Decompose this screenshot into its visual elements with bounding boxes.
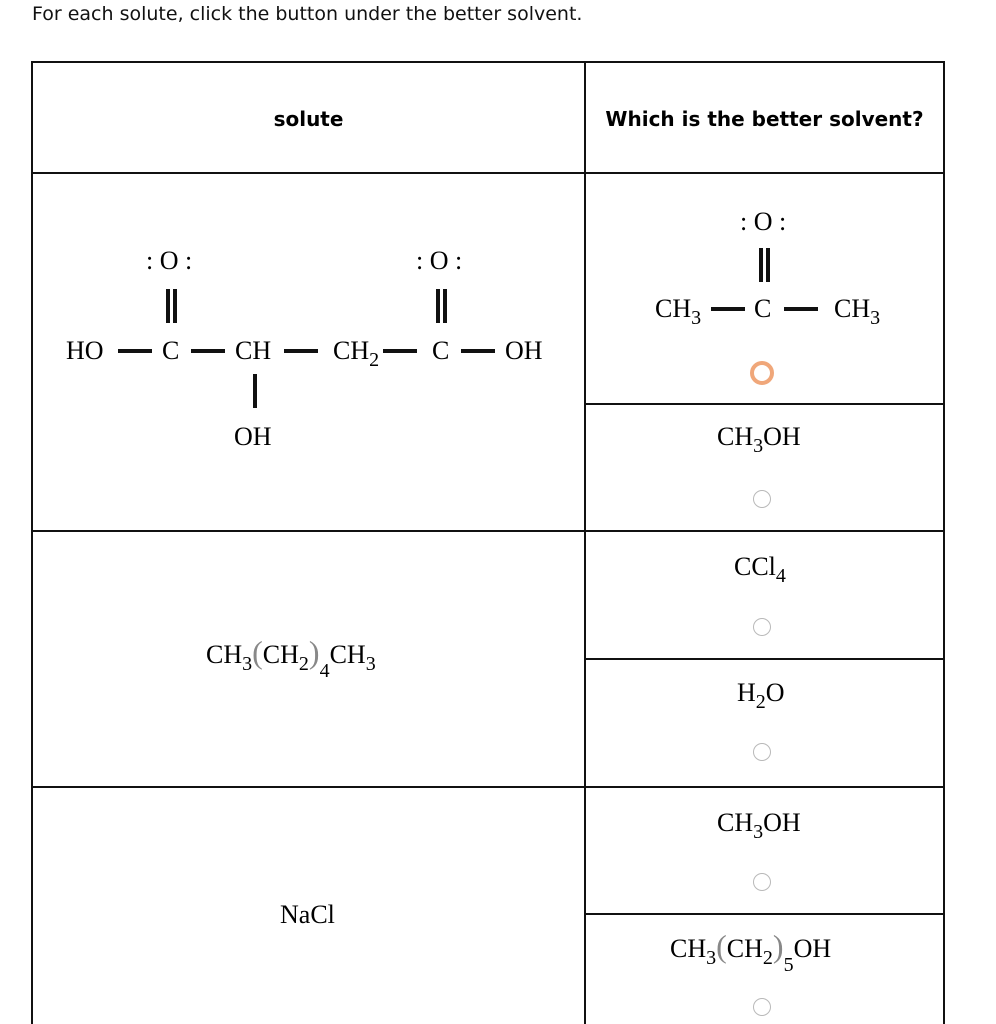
double-bond-right-b bbox=[443, 289, 447, 323]
hexane-open-paren: ( bbox=[252, 634, 263, 670]
atom-ch: CH bbox=[235, 336, 272, 365]
acetone-ch3-left bbox=[655, 294, 702, 329]
hexanol-s1: 3 bbox=[706, 947, 717, 969]
bond-ho-c bbox=[118, 349, 152, 353]
radio-row1-acetone[interactable] bbox=[750, 361, 774, 385]
hexanol-open-paren: ( bbox=[716, 928, 727, 964]
formula-main: H bbox=[737, 678, 756, 707]
acetone-double-bond-b bbox=[766, 248, 770, 282]
solute-hexane bbox=[206, 634, 376, 682]
row3-option-divider bbox=[584, 913, 945, 915]
table-border-right bbox=[943, 61, 945, 1024]
acetone-ch3-left-text: CH bbox=[655, 294, 692, 323]
solute-nacl: NaCl bbox=[280, 900, 335, 929]
hexane-s1: 3 bbox=[242, 653, 253, 675]
acetone-bond-left bbox=[711, 307, 745, 311]
instruction-text: For each solute, click the button under the better solvent. bbox=[32, 3, 583, 25]
row2-option-divider bbox=[584, 658, 945, 660]
atom-c1: C bbox=[162, 336, 180, 365]
formula-ccl4 bbox=[734, 552, 786, 587]
bond-ch-ch2 bbox=[284, 349, 318, 353]
formula-main: CH bbox=[717, 808, 754, 837]
formula-sub: 3 bbox=[753, 435, 764, 457]
hexane-p2: CH bbox=[262, 640, 299, 669]
atom-oh-right: OH bbox=[505, 336, 543, 365]
double-bond-left-b bbox=[173, 289, 177, 323]
row2-border bbox=[31, 786, 945, 788]
table-border-top bbox=[31, 61, 945, 63]
formula-methanol bbox=[717, 808, 801, 843]
carbonyl-oxygen-left: : O : bbox=[146, 246, 193, 275]
double-bond-right-a bbox=[436, 289, 440, 323]
double-bond-left-a bbox=[166, 289, 170, 323]
atom-oh-bottom: OH bbox=[234, 422, 272, 451]
bond-ch-oh bbox=[253, 374, 257, 408]
atom-ho: HO bbox=[66, 336, 104, 365]
acetone-bond-right bbox=[784, 307, 818, 311]
column-divider bbox=[584, 61, 586, 1024]
atom-ch2-sub: 2 bbox=[369, 349, 380, 371]
formula-hexanol bbox=[670, 928, 832, 976]
formula-tail: OH bbox=[763, 422, 801, 451]
bond-ch2-c bbox=[383, 349, 417, 353]
row1-border bbox=[31, 530, 945, 532]
acetone-double-bond-a bbox=[759, 248, 763, 282]
table-border-left bbox=[31, 61, 33, 1024]
hexanol-p2: CH bbox=[726, 934, 763, 963]
acetone-ch3-left-sub: 3 bbox=[691, 307, 702, 329]
hexanol-p3: OH bbox=[793, 934, 832, 963]
header-solvent: Which is the better solvent? bbox=[605, 107, 924, 131]
bond-c-ch bbox=[191, 349, 225, 353]
hexanol-s2: 2 bbox=[762, 947, 773, 969]
formula-main: CCl bbox=[734, 552, 776, 581]
hexane-p1: CH bbox=[206, 640, 243, 669]
radio-row1-methanol[interactable] bbox=[753, 490, 771, 508]
row1-option-divider bbox=[584, 403, 945, 405]
formula-tail: OH bbox=[763, 808, 801, 837]
formula-sub: 3 bbox=[753, 821, 764, 843]
hexane-close-paren: ) bbox=[308, 634, 320, 670]
header-row-border bbox=[31, 172, 945, 174]
atom-c2: C bbox=[432, 336, 450, 365]
radio-row3-methanol[interactable] bbox=[753, 873, 771, 891]
formula-sub: 2 bbox=[755, 691, 766, 713]
atom-ch2-text: CH bbox=[333, 336, 370, 365]
hexane-s4: 3 bbox=[365, 653, 376, 675]
acetone-ch3-right bbox=[834, 294, 881, 329]
radio-row2-water[interactable] bbox=[753, 743, 771, 761]
formula-tail: O bbox=[765, 678, 785, 707]
hexane-s2: 2 bbox=[298, 653, 309, 675]
hexane-s3: 4 bbox=[319, 660, 330, 682]
acetone-ch3-right-text: CH bbox=[834, 294, 871, 323]
formula-water bbox=[737, 678, 785, 713]
acetone-carbon: C bbox=[754, 294, 772, 323]
hexanol-p1: CH bbox=[670, 934, 707, 963]
header-solute: solute bbox=[273, 107, 344, 131]
acetone-ch3-right-sub: 3 bbox=[870, 307, 881, 329]
acetone-oxygen: : O : bbox=[740, 207, 787, 236]
bond-c-oh bbox=[461, 349, 495, 353]
carbonyl-oxygen-right: : O : bbox=[416, 246, 463, 275]
atom-ch2 bbox=[333, 336, 380, 371]
radio-row2-ccl4[interactable] bbox=[753, 618, 771, 636]
formula-sub: 4 bbox=[775, 565, 786, 587]
radio-row3-hexanol[interactable] bbox=[753, 998, 771, 1016]
hexane-p3: CH bbox=[329, 640, 366, 669]
formula-methanol bbox=[717, 422, 801, 457]
hexanol-s3: 5 bbox=[783, 954, 794, 976]
formula-main: CH bbox=[717, 422, 754, 451]
hexanol-close-paren: ) bbox=[772, 928, 784, 964]
